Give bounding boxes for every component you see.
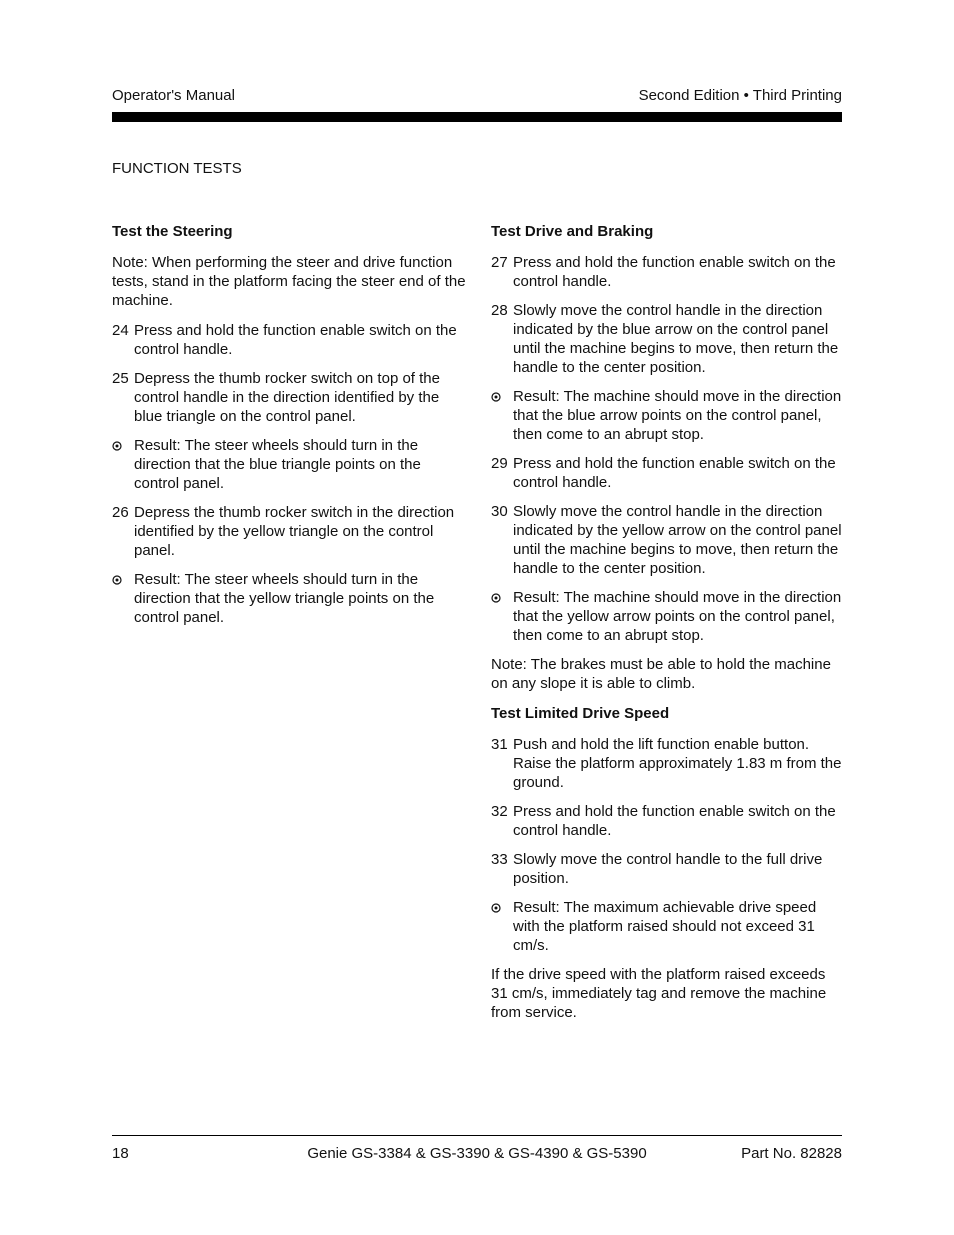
step-28 xyxy=(491,301,846,377)
step-number: 30 xyxy=(491,503,508,520)
page-header-left: Operator's Manual xyxy=(112,87,235,104)
step-29 xyxy=(491,454,846,492)
drive-braking-heading: Test Drive and Braking xyxy=(491,223,654,240)
closing-paragraph: If the drive speed with the platform raised exceeds 31 cm/s, immediately tag and remove the machine from service. xyxy=(491,966,827,1021)
step-text: Press and hold the function enable switch on the control handle. xyxy=(513,455,836,491)
result-28 xyxy=(491,387,846,444)
step-25 xyxy=(112,369,467,426)
result-text: Result: The machine should move in the direction that the blue arrow points on the control panel, then come to an abrupt stop. xyxy=(513,388,842,443)
result-30 xyxy=(491,588,846,645)
step-number: 28 xyxy=(491,302,508,319)
step-text: Press and hold the function enable switch on the control handle. xyxy=(513,803,836,839)
step-text: Depress the thumb rocker switch on top of the control handle in the direction identified by the blue triangle on the control panel. xyxy=(134,370,440,425)
step-number: 33 xyxy=(491,851,508,868)
result-text: Result: The maximum achievable drive speed with the platform raised should not exceed 31 cm/s. xyxy=(513,899,817,954)
step-number: 31 xyxy=(491,736,508,753)
step-number: 27 xyxy=(491,254,508,271)
step-number: 25 xyxy=(112,370,129,387)
limited-drive-speed-heading: Test Limited Drive Speed xyxy=(491,705,670,722)
result-text: Result: The steer wheels should turn in the direction that the blue triangle points on the control panel. xyxy=(134,437,421,492)
step-text: Push and hold the lift function enable button. Raise the platform approximately 1.83 m from the ground. xyxy=(513,736,842,791)
footer-models: Genie GS-3384 & GS-3390 & GS-4390 & GS-5390 xyxy=(307,1145,647,1162)
step-number: 26 xyxy=(112,504,129,521)
page-header-right: Second Edition • Third Printing xyxy=(638,87,842,104)
result-target-icon xyxy=(491,903,501,913)
step-number: 32 xyxy=(491,803,508,820)
footer-rule xyxy=(112,1135,842,1136)
header-bar xyxy=(112,112,842,122)
step-text: Slowly move the control handle to the full drive position. xyxy=(513,851,823,887)
step-text: Slowly move the control handle in the direction indicated by the blue arrow on the control panel until the machine begins to move, then return the handle to the center position. xyxy=(513,302,839,376)
steering-note: Note: When performing the steer and drive function tests, stand in the platform facing the steer end of the machine. xyxy=(112,254,466,309)
result-26 xyxy=(112,570,467,627)
result-target-icon xyxy=(112,575,122,585)
result-33 xyxy=(491,898,846,955)
page-number: 18 xyxy=(112,1145,129,1162)
section-title: FUNCTION TESTS xyxy=(112,160,242,177)
result-target-icon xyxy=(491,392,501,402)
left-column xyxy=(112,222,467,637)
step-32 xyxy=(491,802,846,840)
step-27 xyxy=(491,253,846,291)
steering-heading: Test the Steering xyxy=(112,223,233,240)
result-text: Result: The steer wheels should turn in the direction that the yellow triangle points on the control panel. xyxy=(134,571,435,626)
step-text: Press and hold the function enable switch on the control handle. xyxy=(134,322,457,358)
step-number: 29 xyxy=(491,455,508,472)
step-30 xyxy=(491,502,846,578)
step-text: Press and hold the function enable switch on the control handle. xyxy=(513,254,836,290)
result-target-icon xyxy=(491,593,501,603)
footer-part-number: Part No. 82828 xyxy=(741,1145,842,1162)
result-25 xyxy=(112,436,467,493)
right-column xyxy=(491,222,846,1033)
step-24 xyxy=(112,321,467,359)
result-text: Result: The machine should move in the direction that the yellow arrow points on the control panel, then come to an abrupt stop. xyxy=(513,589,842,644)
step-text: Slowly move the control handle in the direction indicated by the yellow arrow on the control panel until the machine begins to move, then return the handle to the center position. xyxy=(513,503,842,577)
step-26 xyxy=(112,503,467,560)
step-33 xyxy=(491,850,846,888)
step-31 xyxy=(491,735,846,792)
result-target-icon xyxy=(112,441,122,451)
step-number: 24 xyxy=(112,322,129,339)
step-text: Depress the thumb rocker switch in the direction identified by the yellow triangle on the control panel. xyxy=(134,504,455,559)
brakes-note: Note: The brakes must be able to hold the machine on any slope it is able to climb. xyxy=(491,656,831,692)
